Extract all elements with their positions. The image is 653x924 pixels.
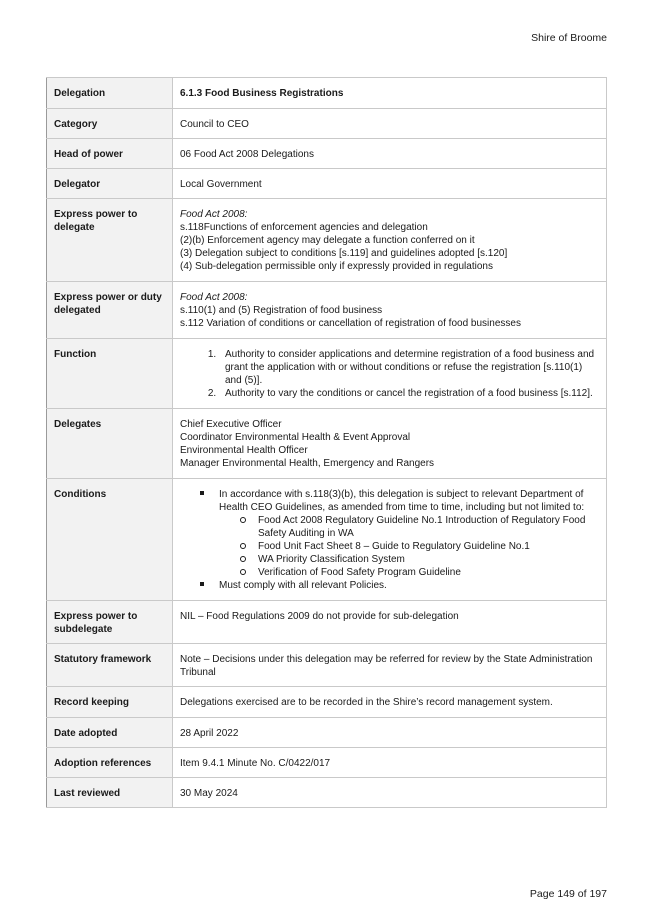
value-express-power-to-delegate bbox=[173, 199, 607, 282]
label-express-power-to-delegate: Express power to delegate bbox=[47, 199, 173, 282]
value-date-adopted: 28 April 2022 bbox=[173, 718, 607, 748]
row-last-reviewed bbox=[47, 778, 607, 808]
label-head-of-power: Head of power bbox=[47, 139, 173, 169]
row-delegation bbox=[47, 78, 607, 109]
row-delegator bbox=[47, 169, 607, 199]
guideline-item: WA Priority Classification System bbox=[258, 553, 599, 566]
delegate-name: Manager Environmental Health, Emergency and Rangers bbox=[180, 458, 435, 469]
value-category: Council to CEO bbox=[173, 109, 607, 139]
function-item: 2. Authority to vary the conditions or cancel the registration of a food business [s.112]. bbox=[219, 387, 599, 400]
power-line: s.110(1) and (5) Registration of food business bbox=[180, 305, 383, 316]
row-record-keeping bbox=[47, 687, 607, 718]
function-list bbox=[180, 348, 599, 400]
label-delegates: Delegates bbox=[47, 409, 173, 479]
condition-item bbox=[219, 488, 599, 579]
label-delegator: Delegator bbox=[47, 169, 173, 199]
delegation-title: 6.1.3 Food Business Registrations bbox=[173, 78, 607, 109]
document-header: Shire of Broome bbox=[531, 32, 607, 44]
row-head-of-power bbox=[47, 139, 607, 169]
value-record-keeping: Delegations exercised are to be recorded in the Shire’s record management system. bbox=[173, 687, 607, 718]
row-express-power-to-subdelegate bbox=[47, 601, 607, 644]
label-conditions: Conditions bbox=[47, 479, 173, 601]
label-adoption-references: Adoption references bbox=[47, 748, 173, 778]
row-date-adopted bbox=[47, 718, 607, 748]
guideline-item: Food Act 2008 Regulatory Guideline No.1 Introduction of Regulatory Food Safety Auditing in WA bbox=[258, 514, 599, 540]
value-head-of-power: 06 Food Act 2008 Delegations bbox=[173, 139, 607, 169]
value-delegator: Local Government bbox=[173, 169, 607, 199]
power-line: (2)(b) Enforcement agency may delegate a function conferred on it bbox=[180, 235, 475, 246]
label-function: Function bbox=[47, 339, 173, 409]
guideline-item: Verification of Food Safety Program Guideline bbox=[258, 566, 599, 579]
power-line: (3) Delegation subject to conditions [s.119] and guidelines adopted [s.120] bbox=[180, 248, 508, 259]
condition-text: In accordance with s.118(3)(b), this delegation is subject to relevant Department of Health CEO Guidelines, as amended from time to time, including but not limited to: bbox=[219, 489, 585, 513]
power-line: s.112 Variation of conditions or cancellation of registration of food businesses bbox=[180, 318, 521, 329]
row-category bbox=[47, 109, 607, 139]
value-delegates bbox=[173, 409, 607, 479]
label-express-power-or-duty-delegated: Express power or duty delegated bbox=[47, 282, 173, 339]
value-function bbox=[173, 339, 607, 409]
row-adoption-references bbox=[47, 748, 607, 778]
page-number: Page 149 of 197 bbox=[529, 888, 607, 900]
value-conditions bbox=[173, 479, 607, 601]
act-heading: Food Act 2008: bbox=[180, 209, 248, 220]
delegate-name: Environmental Health Officer bbox=[180, 445, 308, 456]
function-item: 1. Authority to consider applications and determine registration of a food business and grant the application with or without conditions or refuse the registration [s.110(1) and (5)]. bbox=[219, 348, 599, 387]
label-express-power-to-subdelegate: Express power to subdelegate bbox=[47, 601, 173, 644]
value-last-reviewed: 30 May 2024 bbox=[173, 778, 607, 808]
delegation-table bbox=[46, 77, 607, 808]
row-express-power-to-delegate bbox=[47, 199, 607, 282]
power-line: s.118Functions of enforcement agencies and delegation bbox=[180, 222, 428, 233]
act-heading: Food Act 2008: bbox=[180, 292, 248, 303]
label-last-reviewed: Last reviewed bbox=[47, 778, 173, 808]
row-statutory-framework bbox=[47, 644, 607, 687]
label-record-keeping: Record keeping bbox=[47, 687, 173, 718]
label-date-adopted: Date adopted bbox=[47, 718, 173, 748]
delegate-name: Coordinator Environmental Health & Event Approval bbox=[180, 432, 411, 443]
row-delegates bbox=[47, 409, 607, 479]
guideline-item: Food Unit Fact Sheet 8 – Guide to Regulatory Guideline No.1 bbox=[258, 540, 599, 553]
value-express-power-to-subdelegate: NIL – Food Regulations 2009 do not provide for sub-delegation bbox=[173, 601, 607, 644]
value-statutory-framework: Note – Decisions under this delegation may be referred for review by the State Administration Tribunal bbox=[173, 644, 607, 687]
condition-item: Must comply with all relevant Policies. bbox=[219, 579, 599, 592]
row-conditions bbox=[47, 479, 607, 601]
label-category: Category bbox=[47, 109, 173, 139]
power-line: (4) Sub-delegation permissible only if expressly provided in regulations bbox=[180, 261, 493, 272]
value-express-power-or-duty-delegated bbox=[173, 282, 607, 339]
label-statutory-framework: Statutory framework bbox=[47, 644, 173, 687]
row-function bbox=[47, 339, 607, 409]
label-delegation: Delegation bbox=[47, 78, 173, 109]
row-express-power-or-duty-delegated bbox=[47, 282, 607, 339]
conditions-list bbox=[180, 488, 599, 592]
value-adoption-references: Item 9.4.1 Minute No. C/0422/017 bbox=[173, 748, 607, 778]
guideline-list bbox=[219, 514, 599, 579]
delegate-name: Chief Executive Officer bbox=[180, 419, 282, 430]
